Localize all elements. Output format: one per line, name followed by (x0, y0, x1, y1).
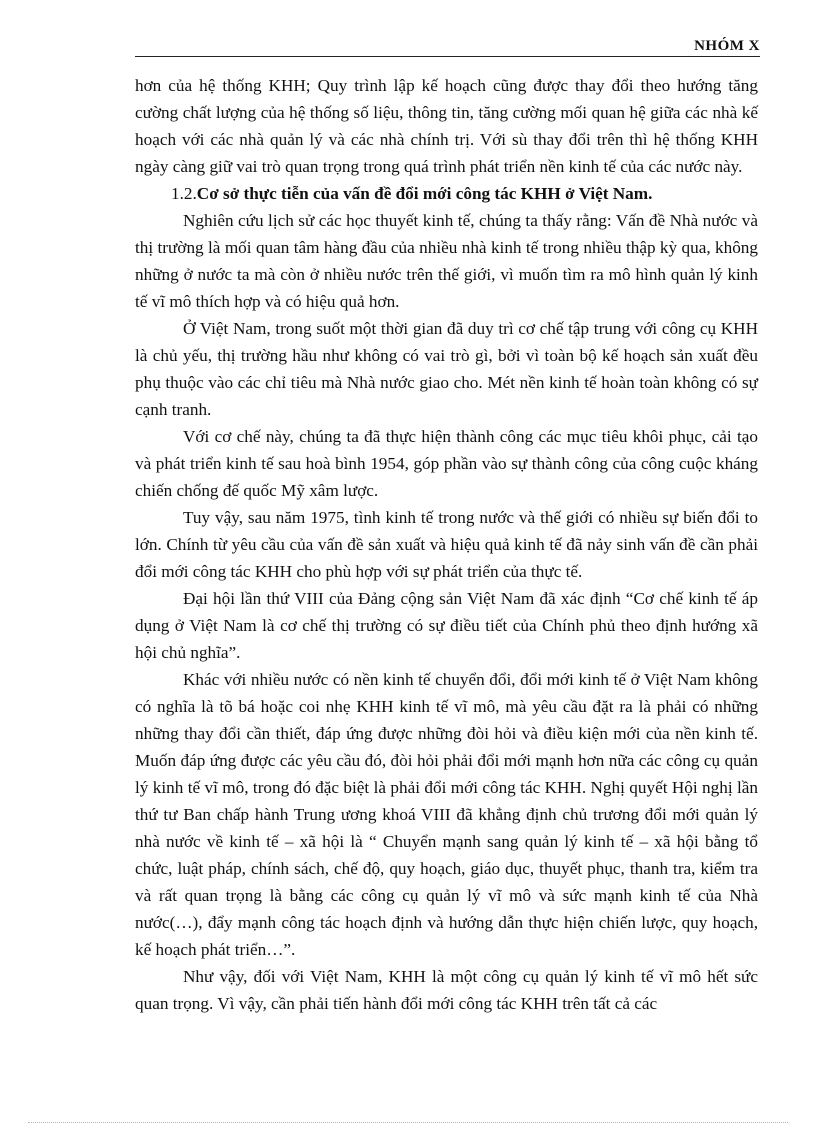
paragraph: Khác với nhiều nước có nền kinh tế chuyển đổi, đổi mới kinh tế ở Việt Nam không có nghĩa là tõ bá hoặc coi nhẹ KHH kinh tế vĩ mô, mà yêu cầu đặt ra là phải có những những thay đổi cần thiết, đáp ứng được những đòi hỏi và điều kiện mới của nền kinh tế. Muốn đáp ứng được các yêu cầu đó, đòi hỏi phải đổi mới mạnh hơn nữa các công cụ quản lý kinh tế vĩ mô, trong đó đặc biệt là phải đổi mới công tác KHH. Nghị quyết Hội nghị lần thứ tư Ban chấp hành Trung ương khoá VIII đã khẳng định chủ trương đổi mới quản lý nhà nước về kinh tế – xã hội là “ Chuyển mạnh sang quản lý kinh tế – xã hội bằng tổ chức, luật pháp, chính sách, chế độ, quy hoạch, giáo dục, thuyết phục, thanh tra, kiểm tra và rất quan trọng là bằng các công cụ quản lý vĩ mô và sức mạnh kinh tế của Nhà nước(…), đẩy mạnh công tác hoạch định và hướng dẫn thực hiện chiến lược, quy hoạch, kế hoạch phát triển…”. (135, 670, 758, 959)
paragraph: Nghiên cứu lịch sử các học thuyết kinh tế, chúng ta thấy rằng: Vấn đề Nhà nước và thị trường là mối quan tâm hàng đầu của nhiều nhà kinh tế trong nhiều thập kỳ qua, không những ở nước ta mà còn ở nhiều nước trên thế giới, vì muốn tìm ra mô hình quản lý kinh tế vĩ mô thích hợp và có hiệu quả hơn. (135, 211, 758, 311)
paragraph: Với cơ chế này, chúng ta đã thực hiện thành công các mục tiêu khôi phục, cải tạo và phát triển kinh tế sau hoà bình 1954, góp phần vào sự thành công của công cuộc kháng chiến chống đế quốc Mỹ xâm lược. (135, 427, 758, 500)
paragraph: Ở Việt Nam, trong suốt một thời gian đã duy trì cơ chế tập trung với công cụ KHH là chủ yếu, thị trường hầu như không có vai trò gì, bởi vì toàn bộ kế hoạch sản xuất đều phụ thuộc vào các chỉ tiêu mà Nhà nước giao cho. Mét nền kinh tế hoàn toàn không có sự cạnh tranh. (135, 319, 758, 419)
paragraph: Như vậy, đối với Việt Nam, KHH là một công cụ quản lý kinh tế vĩ mô hết sức quan trọng. Vì vậy, cần phải tiến hành đổi mới công tác KHH trên tất cả các (135, 967, 758, 1013)
paragraph: Đại hội lần thứ VIII của Đảng cộng sản Việt Nam đã xác định “Cơ chế kinh tế áp dụng ở Việt Nam là cơ chế thị trường có sự điều tiết của Chính phủ theo định hướng xã hội chủ nghĩa”. (135, 589, 758, 662)
paragraph: Tuy vậy, sau năm 1975, tình kinh tế trong nước và thế giới có nhiều sự biến đổi to lớn. Chính từ yêu cầu của vấn đề sản xuất và hiệu quả kinh tế đã nảy sinh vấn đề cần phải đổi mới công tác KHH cho phù hợp với sự phát triển của thực tế. (135, 508, 758, 581)
page-header (135, 36, 760, 57)
section-heading (135, 180, 758, 207)
document-body (135, 72, 758, 1017)
paragraph-continuation: hơn của hệ thống KHH; Quy trình lập kế hoạch cũng được thay đổi theo hướng tăng cường chất lượng của hệ thống số liệu, thông tin, tăng cường mối quan hệ giữa các nhà kế hoạch với các nhà quản lý và các nhà chính trị. Với sù thay đổi trên thì hệ thống KHH ngày càng giữ vai trò quan trọng trong quá trình phát triển nền kinh tế của các nước này. (135, 76, 758, 176)
header-group-label: NHÓM X (694, 38, 760, 54)
section-title: Cơ sở thực tiễn của vấn đề đổi mới công tác KHH ở Việt Nam. (196, 184, 653, 203)
section-number: 1.2. (171, 184, 197, 203)
